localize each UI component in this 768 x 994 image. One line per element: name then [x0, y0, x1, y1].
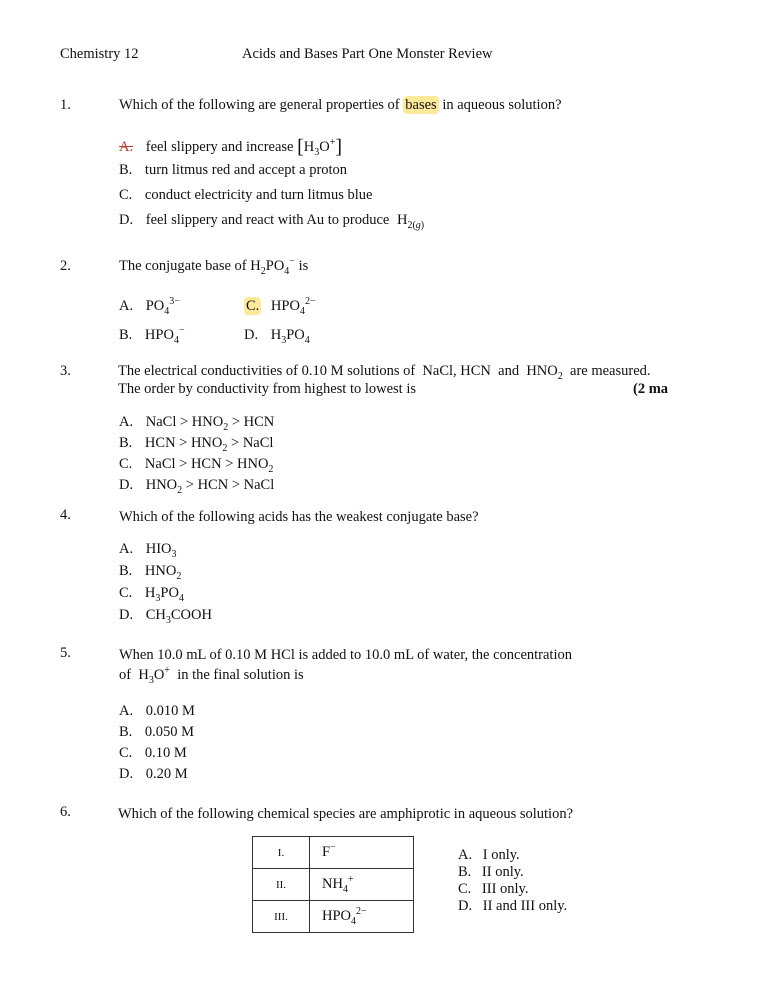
q4-option-b[interactable] — [119, 563, 181, 580]
q3-b-text: HCN > $HNO_2$ > NaCl — [144, 435, 274, 454]
q2-d-letter: D. — [244, 327, 259, 343]
q6-option-a[interactable] — [458, 847, 520, 864]
q5-b-text: 0.050 M — [144, 724, 195, 740]
q2-stem-after: is — [298, 258, 309, 274]
q6-c-letter: C. — [458, 881, 472, 897]
question-2-stem — [119, 258, 308, 275]
species-table — [252, 836, 414, 933]
q5-option-d[interactable] — [119, 766, 188, 783]
q4-b-text: $HNO_2$ — [144, 563, 182, 582]
q5-c-text: 0.10 M — [144, 745, 187, 761]
q1-b-letter: B. — [119, 162, 133, 178]
q6-d-text: II and III only. — [482, 898, 568, 914]
roman-numeral: I. — [253, 837, 310, 869]
q6-d-letter: D. — [458, 898, 473, 914]
q2-b-text: $HPO_4^-$ — [144, 325, 185, 346]
question-5-line-1: When 10.0 mL of 0.10 M HCl is added to 10.0 mL of water, the concentration — [119, 647, 572, 663]
q1-a-text: feel slippery and increase — [145, 139, 294, 155]
question-1-stem — [119, 97, 562, 114]
q3-option-a[interactable] — [119, 414, 274, 431]
table-row — [253, 869, 414, 901]
table-row — [253, 837, 414, 869]
q5-d-letter: D. — [119, 766, 134, 782]
q6-a-text: I only. — [482, 847, 520, 863]
q2-c-letter: C. — [246, 298, 260, 314]
q1-option-a[interactable] — [119, 134, 342, 157]
q2-option-b[interactable] — [119, 327, 185, 344]
question-3-marks: (2 ma — [633, 381, 669, 397]
q5-option-b[interactable] — [119, 724, 194, 741]
q4-option-d[interactable] — [119, 607, 212, 624]
q2-c-text: $HPO_4^{2-}$ — [270, 296, 316, 317]
q4-a-text: $HIO_3$ — [145, 541, 177, 560]
q3-b-letter: B. — [119, 435, 133, 451]
question-number-6: 6. — [60, 804, 71, 820]
q4-option-a[interactable] — [119, 541, 177, 558]
q2-b-letter: B. — [119, 327, 133, 343]
q1-c-letter: C. — [119, 187, 133, 203]
q2-d-text: $H_3PO_4$ — [270, 327, 310, 346]
q2-a-letter: A. — [119, 298, 134, 314]
question-3-line-2: The order by conductivity from highest to lowest is — [118, 381, 417, 397]
q3-option-c[interactable] — [119, 456, 273, 473]
q4-a-letter: A. — [119, 541, 134, 557]
question-4-stem: Which of the following acids has the weakest conjugate base? — [119, 509, 479, 525]
q6-option-c[interactable] — [458, 881, 529, 898]
q1-option-b[interactable] — [119, 162, 347, 179]
q1-option-c[interactable] — [119, 187, 372, 204]
q3-d-text: $HNO_2$ > HCN > NaCl — [145, 477, 275, 496]
q5-option-c[interactable] — [119, 745, 187, 762]
q1-stem-after: in aqueous solution? — [442, 97, 562, 113]
q1-option-d[interactable] — [119, 212, 424, 229]
species-cell: $NH_4^+$ — [310, 869, 414, 901]
q1-c-text: conduct electricity and turn litmus blue — [144, 187, 373, 203]
q2-option-a[interactable] — [119, 298, 180, 315]
q5-a-text: 0.010 M — [145, 703, 195, 719]
q1-d-text: feel slippery and react with Au to produce — [145, 212, 390, 228]
question-5-line-2: of $H_3O^+$ in the final solution is — [119, 665, 304, 686]
q2-stem: The conjugate base of — [119, 258, 247, 274]
q3-c-letter: C. — [119, 456, 133, 472]
q3-option-d[interactable] — [119, 477, 274, 494]
q3-d-letter: D. — [119, 477, 134, 493]
q5-d-text: 0.20 M — [145, 766, 188, 782]
q3-c-text: NaCl > HCN > $HNO_2$ — [144, 456, 274, 475]
q6-b-letter: B. — [458, 864, 472, 880]
species-cell: $HPO_4^{2-}$ — [310, 901, 414, 933]
right-bracket: ] — [335, 136, 343, 158]
page-title: Acids and Bases Part One Monster Review — [242, 46, 493, 62]
q5-option-a[interactable] — [119, 703, 195, 720]
q4-c-letter: C. — [119, 585, 133, 601]
question-number-1: 1. — [60, 97, 71, 113]
q4-d-letter: D. — [119, 607, 134, 623]
q6-b-text: II only. — [481, 864, 524, 880]
q5-b-letter: B. — [119, 724, 133, 740]
q4-c-text: $H_3PO_4$ — [144, 585, 184, 604]
question-number-2: 2. — [60, 258, 71, 274]
q3-option-b[interactable] — [119, 435, 273, 452]
q4-b-letter: B. — [119, 563, 133, 579]
q1-a-letter: A. — [119, 139, 134, 155]
q2-a-text: $PO_4^{3-}$ — [145, 296, 180, 317]
course-name: Chemistry 12 — [60, 46, 139, 62]
q5-a-letter: A. — [119, 703, 134, 719]
roman-numeral: II. — [253, 869, 310, 901]
q6-option-d[interactable] — [458, 898, 567, 915]
table-row — [253, 901, 414, 933]
roman-numeral: III. — [253, 901, 310, 933]
q1-stem-before: Which of the following are general properties of — [119, 97, 400, 113]
question-number-4: 4. — [60, 507, 71, 523]
q2-option-c[interactable] — [244, 298, 316, 315]
q3-a-text: NaCl > $HNO_2$ > HCN — [145, 414, 275, 433]
species-cell: F− — [310, 837, 414, 869]
q6-option-b[interactable] — [458, 864, 524, 881]
question-number-3: 3. — [60, 363, 71, 379]
q4-d-text: $CH_3COOH$ — [145, 607, 212, 626]
q1-d-letter: D. — [119, 212, 134, 228]
q2-option-d[interactable] — [244, 327, 310, 344]
question-6-stem: Which of the following chemical species are amphiprotic in aqueous solution? — [118, 806, 574, 822]
q6-c-text: III only. — [481, 881, 529, 897]
q1-a-species: $H_3O^+$ — [303, 137, 336, 158]
q2-species: $H_2PO_4^-$ — [250, 256, 295, 277]
q6-a-letter: A. — [458, 847, 473, 863]
q1-b-text: turn litmus red and accept a proton — [144, 162, 348, 178]
q3-a-letter: A. — [119, 414, 134, 430]
q1-d-species: $H_{2(g)}$ — [396, 212, 425, 231]
question-3-line-1: The electrical conductivities of 0.10 M solutions of NaCl, HCN and $HNO_2$ are measured. — [118, 363, 651, 382]
q5-c-letter: C. — [119, 745, 133, 761]
q1-highlight-bases: bases — [405, 97, 437, 113]
left-bracket: [ — [297, 136, 304, 158]
q4-option-c[interactable] — [119, 585, 184, 602]
question-number-5: 5. — [60, 645, 71, 661]
